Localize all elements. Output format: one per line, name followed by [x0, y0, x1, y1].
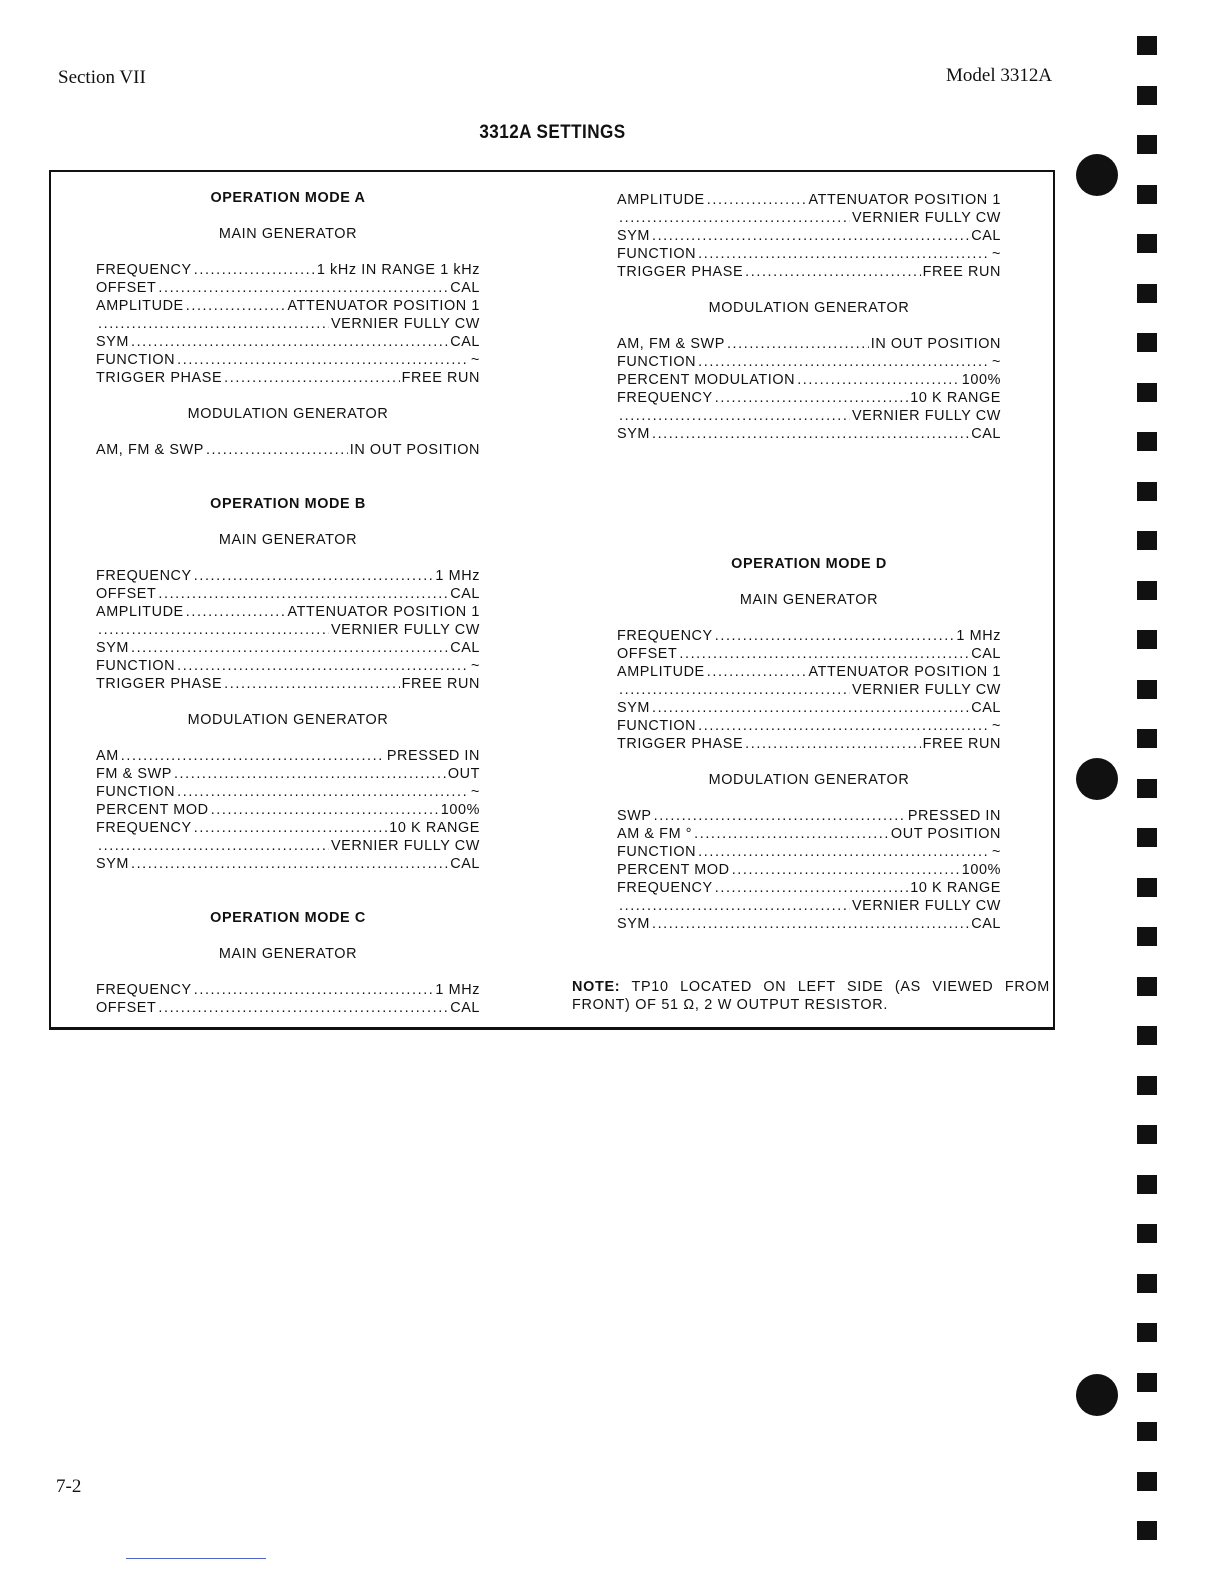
setting-row: [617, 807, 1001, 825]
setting-value: ~: [470, 352, 480, 368]
setting-value: PRESSED IN: [907, 808, 1001, 824]
setting-row: [96, 999, 480, 1017]
edge-mark: [1137, 828, 1157, 847]
edge-mark: [1137, 729, 1157, 748]
note-paragraph: [572, 978, 1050, 1014]
leader-dots: [715, 879, 908, 897]
setting-label: PERCENT MOD: [96, 802, 209, 818]
setting-label: TRIGGER PHASE: [96, 676, 223, 692]
setting-value: 100%: [440, 802, 480, 818]
setting-row: [617, 371, 1001, 389]
setting-label: SWP: [617, 808, 652, 824]
note-label: NOTE:: [572, 979, 621, 995]
setting-value: 10 K RANGE: [910, 390, 1001, 406]
setting-row: [96, 603, 480, 621]
setting-label: FUNCTION: [617, 354, 697, 370]
mode-b-main-list: [96, 567, 480, 693]
leader-dots: [131, 639, 448, 657]
mode-b-mod-list: [96, 747, 480, 873]
setting-label: SYM: [617, 700, 650, 716]
setting-value: 1 MHz: [435, 982, 480, 998]
settings-right-column: [617, 191, 1001, 443]
setting-row: [96, 783, 480, 801]
leader-dots: [98, 315, 329, 333]
mode-d-main-heading: MAIN GENERATOR: [739, 592, 879, 608]
setting-value: 1 MHz: [435, 568, 480, 584]
edge-mark: [1137, 581, 1157, 600]
setting-row: [96, 297, 480, 315]
setting-label: TRIGGER PHASE: [617, 264, 744, 280]
setting-label: FUNCTION: [617, 718, 697, 734]
leader-dots: [654, 807, 906, 825]
setting-label: FUNCTION: [96, 658, 176, 674]
leader-dots: [732, 861, 960, 879]
setting-row: [617, 627, 1001, 645]
mode-c-main-heading: MAIN GENERATOR: [218, 946, 358, 962]
leader-dots: [194, 981, 434, 999]
setting-row: [617, 825, 1001, 843]
setting-value: FREE RUN: [401, 676, 480, 692]
setting-value: ATTENUATOR POSITION 1: [287, 604, 480, 620]
mode-d-main-list: [617, 627, 1001, 753]
edge-mark: [1137, 135, 1157, 154]
edge-mark: [1137, 86, 1157, 105]
setting-row: [617, 663, 1001, 681]
leader-dots: [186, 297, 286, 315]
setting-row: [96, 567, 480, 585]
leader-dots: [619, 897, 850, 915]
setting-label: FREQUENCY: [617, 628, 713, 644]
mode-b-main-heading: MAIN GENERATOR: [218, 532, 358, 548]
setting-value: CAL: [450, 280, 480, 296]
setting-label: FREQUENCY: [96, 568, 192, 584]
setting-value: VERNIER FULLY CW: [851, 898, 1001, 914]
edge-mark: [1137, 1323, 1157, 1342]
edge-mark: [1137, 333, 1157, 352]
leader-dots: [619, 681, 850, 699]
edge-mark: [1137, 878, 1157, 897]
footer-rule: [126, 1558, 266, 1559]
edge-mark: [1137, 234, 1157, 253]
setting-value: ~: [470, 658, 480, 674]
edge-mark: [1137, 630, 1157, 649]
mode-c-mod-list: [617, 335, 1001, 443]
setting-value: OUT POSITION: [890, 826, 1001, 842]
leader-dots: [698, 353, 990, 371]
mode-a-mod-list: [96, 441, 480, 459]
mode-c-cont-main-list: [617, 191, 1001, 281]
setting-value: IN OUT POSITION: [349, 442, 480, 458]
setting-value: ~: [991, 718, 1001, 734]
setting-row: [617, 191, 1001, 209]
mode-a-mod-heading: MODULATION GENERATOR: [187, 406, 389, 422]
setting-value: ATTENUATOR POSITION 1: [808, 192, 1001, 208]
edge-mark: [1137, 185, 1157, 204]
setting-label: FM & SWP: [96, 766, 172, 782]
setting-label: FUNCTION: [617, 844, 697, 860]
setting-row: [96, 819, 480, 837]
mode-c-title: OPERATION MODE C: [210, 910, 366, 926]
setting-row: [96, 855, 480, 873]
setting-value: ~: [991, 844, 1001, 860]
setting-label: AMPLITUDE: [617, 664, 705, 680]
setting-row: [96, 279, 480, 297]
mode-b-mod-heading: MODULATION GENERATOR: [187, 712, 389, 728]
setting-label: FUNCTION: [96, 352, 176, 368]
leader-dots: [158, 999, 448, 1017]
edge-mark: [1137, 531, 1157, 550]
edge-mark: [1137, 1125, 1157, 1144]
setting-value: VERNIER FULLY CW: [851, 408, 1001, 424]
mode-c-main-list: [96, 981, 480, 1017]
setting-row: [96, 585, 480, 603]
setting-label: FUNCTION: [617, 246, 697, 262]
setting-row: [96, 837, 480, 855]
edge-mark: [1137, 383, 1157, 402]
setting-value: FREE RUN: [401, 370, 480, 386]
leader-dots: [745, 735, 920, 753]
punch-hole-bottom: [1076, 1374, 1118, 1416]
setting-row: [617, 263, 1001, 281]
setting-row: [617, 879, 1001, 897]
setting-value: IN OUT POSITION: [870, 336, 1001, 352]
edge-mark: [1137, 1373, 1157, 1392]
mode-d-mod-list: [617, 807, 1001, 933]
setting-row: [617, 717, 1001, 735]
setting-row: [617, 227, 1001, 245]
leader-dots: [698, 717, 990, 735]
setting-row: [617, 209, 1001, 227]
leader-dots: [652, 425, 969, 443]
leader-dots: [652, 227, 969, 245]
setting-row: [617, 897, 1001, 915]
setting-label: OFFSET: [617, 646, 678, 662]
leader-dots: [619, 407, 850, 425]
leader-dots: [707, 191, 807, 209]
setting-row: [617, 389, 1001, 407]
page-title: 3312A SETTINGS: [479, 122, 626, 143]
punch-hole-middle: [1076, 758, 1118, 800]
mode-d-mod-heading: MODULATION GENERATOR: [708, 772, 910, 788]
edge-mark: [1137, 432, 1157, 451]
edge-mark: [1137, 927, 1157, 946]
setting-label: OFFSET: [96, 1000, 157, 1016]
setting-row: [617, 699, 1001, 717]
setting-value: ~: [991, 354, 1001, 370]
mode-c-mod-heading: MODULATION GENERATOR: [708, 300, 910, 316]
setting-value: ~: [470, 784, 480, 800]
setting-value: 1 MHz: [956, 628, 1001, 644]
leader-dots: [727, 335, 869, 353]
edge-mark: [1137, 1472, 1157, 1491]
setting-row: [617, 425, 1001, 443]
setting-row: [96, 981, 480, 999]
mode-a-title: OPERATION MODE A: [210, 190, 366, 206]
setting-row: [617, 843, 1001, 861]
setting-value: CAL: [450, 1000, 480, 1016]
setting-label: OFFSET: [96, 280, 157, 296]
leader-dots: [206, 441, 348, 459]
leader-dots: [224, 675, 399, 693]
mode-d-title: OPERATION MODE D: [731, 556, 887, 572]
setting-row: [96, 315, 480, 333]
setting-value: ATTENUATOR POSITION 1: [808, 664, 1001, 680]
edge-mark: [1137, 1274, 1157, 1293]
setting-row: [96, 657, 480, 675]
setting-value: VERNIER FULLY CW: [330, 622, 480, 638]
setting-value: CAL: [971, 700, 1001, 716]
leader-dots: [797, 371, 960, 389]
edge-mark: [1137, 779, 1157, 798]
setting-row: [96, 333, 480, 351]
setting-row: [96, 441, 480, 459]
model-label: Model 3312A: [946, 65, 1053, 86]
leader-dots: [679, 645, 969, 663]
setting-label: AMPLITUDE: [96, 298, 184, 314]
setting-value: OUT: [447, 766, 480, 782]
mode-b-title: OPERATION MODE B: [210, 496, 366, 512]
setting-row: [617, 245, 1001, 263]
setting-row: [96, 351, 480, 369]
setting-value: CAL: [450, 334, 480, 350]
setting-value: CAL: [450, 856, 480, 872]
leader-dots: [745, 263, 920, 281]
setting-row: [96, 639, 480, 657]
setting-label: AM, FM & SWP: [617, 336, 725, 352]
setting-row: [617, 407, 1001, 425]
leader-dots: [98, 621, 329, 639]
setting-row: [617, 861, 1001, 879]
setting-label: SYM: [96, 856, 129, 872]
note-text: TP10 LOCATED ON LEFT SIDE (AS VIEWED FROM FRONT) OF 51 Ω, 2 W OUTPUT RESISTOR.: [572, 979, 1050, 1013]
mode-a-main-list: [96, 261, 480, 387]
punch-hole-top: [1076, 154, 1118, 196]
leader-dots: [194, 567, 434, 585]
leader-dots: [694, 825, 889, 843]
setting-row: [617, 681, 1001, 699]
leader-dots: [177, 657, 469, 675]
edge-mark: [1137, 1224, 1157, 1243]
leader-dots: [211, 801, 439, 819]
setting-label: SYM: [617, 916, 650, 932]
leader-dots: [194, 819, 387, 837]
leader-dots: [186, 603, 286, 621]
edge-mark: [1137, 1521, 1157, 1540]
setting-value: CAL: [971, 426, 1001, 442]
leader-dots: [174, 765, 446, 783]
setting-value: 1 kHz IN RANGE 1 kHz: [316, 262, 480, 278]
edge-mark: [1137, 1026, 1157, 1045]
setting-value: PRESSED IN: [386, 748, 480, 764]
setting-row: [617, 645, 1001, 663]
setting-label: AM & FM °: [617, 826, 693, 842]
leader-dots: [715, 627, 955, 645]
section-label: Section VII: [58, 67, 146, 88]
setting-row: [96, 801, 480, 819]
edge-mark: [1137, 1422, 1157, 1441]
leader-dots: [98, 837, 329, 855]
setting-value: 100%: [961, 862, 1001, 878]
edge-mark: [1137, 36, 1157, 55]
setting-value: CAL: [450, 640, 480, 656]
setting-row: [96, 765, 480, 783]
setting-row: [96, 369, 480, 387]
setting-row: [617, 335, 1001, 353]
setting-value: VERNIER FULLY CW: [851, 682, 1001, 698]
setting-value: ATTENUATOR POSITION 1: [287, 298, 480, 314]
page-number: 7-2: [56, 1476, 82, 1497]
setting-row: [617, 353, 1001, 371]
leader-dots: [707, 663, 807, 681]
leader-dots: [224, 369, 399, 387]
setting-label: AM: [96, 748, 119, 764]
leader-dots: [131, 333, 448, 351]
setting-label: SYM: [617, 426, 650, 442]
leader-dots: [121, 747, 385, 765]
leader-dots: [194, 261, 315, 279]
setting-value: CAL: [450, 586, 480, 602]
edge-mark: [1137, 1076, 1157, 1095]
setting-row: [617, 735, 1001, 753]
leader-dots: [177, 783, 469, 801]
settings-left-column: [96, 189, 480, 1017]
setting-label: FREQUENCY: [96, 262, 192, 278]
leader-dots: [131, 855, 448, 873]
edge-mark: [1137, 1175, 1157, 1194]
setting-label: FREQUENCY: [96, 982, 192, 998]
edge-mark: [1137, 482, 1157, 501]
leader-dots: [177, 351, 469, 369]
setting-value: CAL: [971, 916, 1001, 932]
setting-label: SYM: [96, 334, 129, 350]
edge-mark: [1137, 284, 1157, 303]
setting-label: FUNCTION: [96, 784, 176, 800]
setting-label: TRIGGER PHASE: [617, 736, 744, 752]
setting-label: AMPLITUDE: [96, 604, 184, 620]
setting-value: 100%: [961, 372, 1001, 388]
setting-label: FREQUENCY: [96, 820, 192, 836]
settings-right-column-mode-d: [617, 555, 1001, 933]
setting-value: CAL: [971, 228, 1001, 244]
setting-row: [96, 621, 480, 639]
leader-dots: [715, 389, 908, 407]
setting-label: PERCENT MODULATION: [617, 372, 796, 388]
setting-label: SYM: [617, 228, 650, 244]
setting-value: FREE RUN: [922, 736, 1001, 752]
leader-dots: [698, 843, 990, 861]
setting-label: FREQUENCY: [617, 880, 713, 896]
edge-mark: [1137, 680, 1157, 699]
setting-label: AMPLITUDE: [617, 192, 705, 208]
setting-value: 10 K RANGE: [910, 880, 1001, 896]
setting-label: PERCENT MOD: [617, 862, 730, 878]
setting-value: 10 K RANGE: [389, 820, 480, 836]
edge-mark: [1137, 977, 1157, 996]
setting-label: SYM: [96, 640, 129, 656]
setting-value: VERNIER FULLY CW: [330, 838, 480, 854]
leader-dots: [158, 279, 448, 297]
leader-dots: [698, 245, 990, 263]
setting-value: FREE RUN: [922, 264, 1001, 280]
leader-dots: [619, 209, 850, 227]
setting-value: VERNIER FULLY CW: [330, 316, 480, 332]
leader-dots: [652, 915, 969, 933]
setting-row: [96, 747, 480, 765]
mode-a-main-heading: MAIN GENERATOR: [218, 226, 358, 242]
setting-value: VERNIER FULLY CW: [851, 210, 1001, 226]
setting-row: [617, 915, 1001, 933]
setting-label: AM, FM & SWP: [96, 442, 204, 458]
leader-dots: [158, 585, 448, 603]
setting-row: [96, 675, 480, 693]
setting-label: FREQUENCY: [617, 390, 713, 406]
setting-label: TRIGGER PHASE: [96, 370, 223, 386]
leader-dots: [652, 699, 969, 717]
setting-row: [96, 261, 480, 279]
setting-value: CAL: [971, 646, 1001, 662]
setting-label: OFFSET: [96, 586, 157, 602]
setting-value: ~: [991, 246, 1001, 262]
